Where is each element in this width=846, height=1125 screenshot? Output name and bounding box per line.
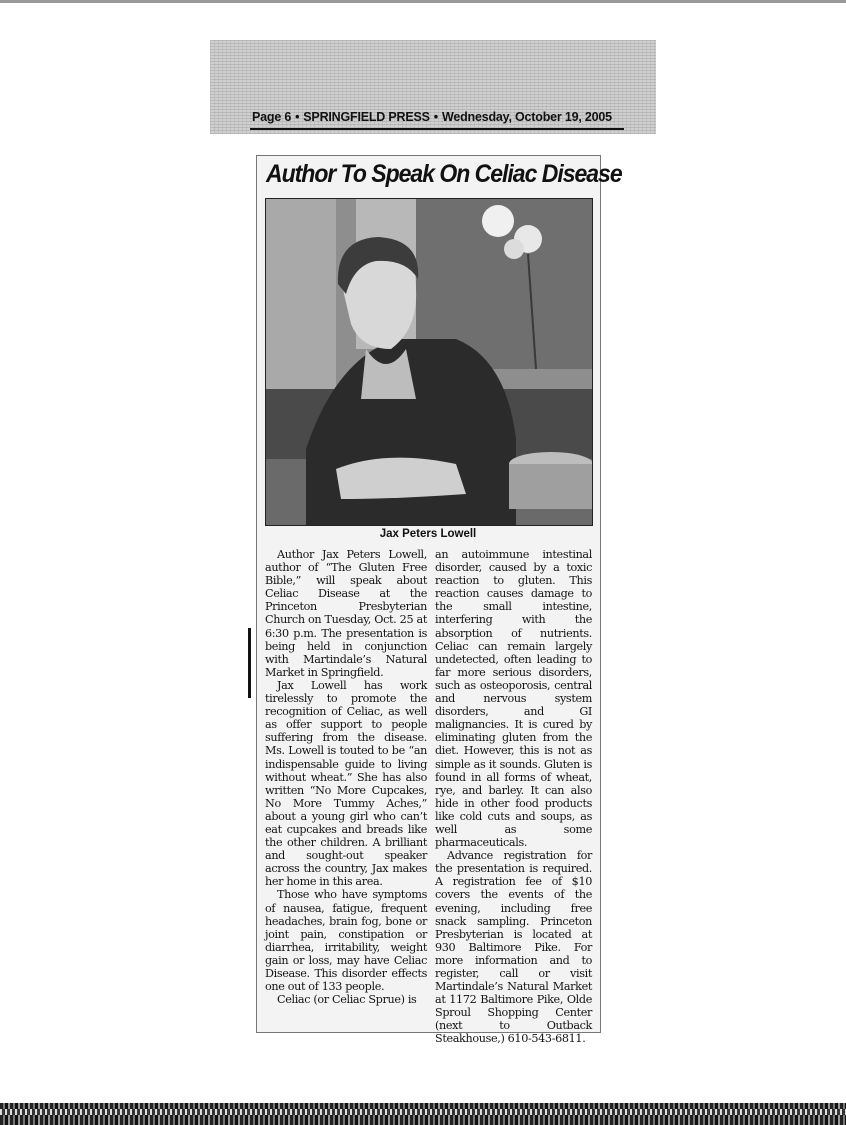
article-paragraph: Author Jax Peters Lowell, author of “The Gluten Free Bible,” will speak about Celiac Disease at the Princeton Presbyterian Church on Tuesday, Oct. 25 at 6:30 p.m. The presentation is being held in conjunction with Martindale’s Natural Market in Springfield. xyxy=(265,548,427,679)
article-paragraph: Jax Lowell has work tirelessly to promote the recognition of Celiac, as well as offer support to people suffering from the disease. Ms. Lowell is touted to be “an indispensable guide to living without wheat.” She has also written “No More Cupcakes, No More Tummy Aches,” about a young girl who can’t eat cupcakes and breads like the other children. A brilliant and sought-out speaker across the country, Jax makes her home in this area. xyxy=(265,678,427,889)
article-paragraph: an autoimmune intestinal disorder, caused by a toxic reaction to gluten. This reaction causes damage to the small intestine, interfering with the absorption of nutrients. Celiac can remain largely undetected, often leading to far more serious disorders, such as osteoporosis, central and nervous system disorders, and GI malignancies. It is cured by eliminating gluten from the diet. However, this is not as simple as it sounds. Gluten is found in all forms of wheat, rye, and barley. It can also hide in other food products like cold cuts and soups, as well as some pharmaceuticals. xyxy=(435,548,592,850)
photo-caption: Jax Peters Lowell xyxy=(379,528,477,540)
page-number: Page 6 xyxy=(252,110,292,124)
article-paragraph: Celiac (or Celiac Sprue) is xyxy=(277,993,417,1007)
header-separator: • xyxy=(433,110,438,124)
article-paragraph: Advance registration for the presentation is required. A registration fee of $10 covers the events of the evening, including free snack sampling. Princeton Presbyterian is located at 930 Baltimore Pike. For more information and to register, call or visit Martindale’s Natural Market at 1172 Baltimore Pike, Olde Sproul Shopping Center (next to Outback Steakhouse,) 610-543-6811. xyxy=(435,849,592,1046)
header-rule xyxy=(250,128,624,130)
publication-name: SPRINGFIELD PRESS xyxy=(303,110,430,124)
publication-date: Wednesday, October 19, 2005 xyxy=(441,110,612,124)
article-headline: Author To Speak On Celiac Disease xyxy=(266,160,622,188)
article-column-right xyxy=(435,548,592,1046)
article-column-left xyxy=(265,548,427,1006)
flower-pot xyxy=(509,452,592,509)
scan-top-edge xyxy=(0,0,846,3)
newspaper-header-line xyxy=(252,110,622,130)
clipping-shadow-edge xyxy=(248,628,251,698)
scan-bottom-edge xyxy=(0,1103,846,1125)
article-paragraph: Those who have symptoms of nausea, fatigue, frequent headaches, brain fog, bone or joint pain, constipation or diarrhea, irritability, weight gain or loss, may have Celiac Disease. This disorder effects one out of 133 people. xyxy=(265,888,427,994)
author-photo xyxy=(265,198,593,526)
header-separator: • xyxy=(295,110,300,124)
